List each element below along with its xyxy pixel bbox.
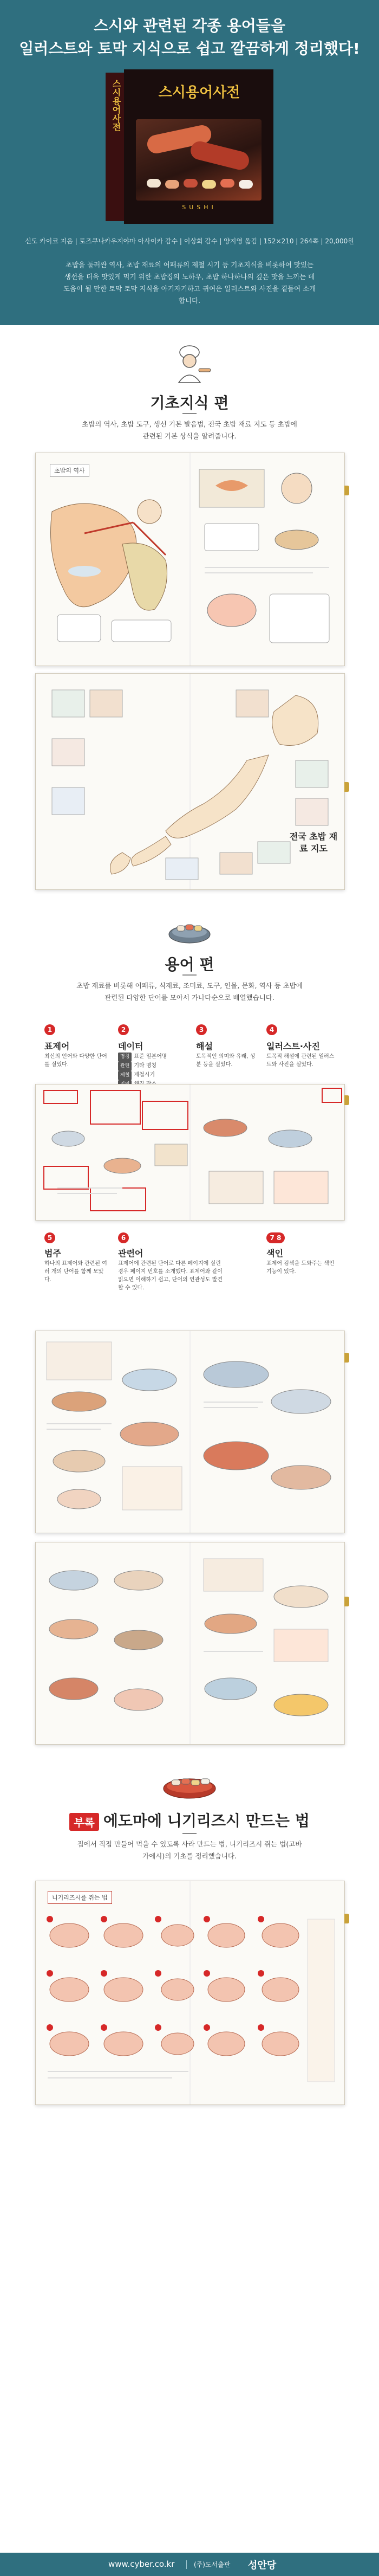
legend-desc: 표제어 검색을 도와주는 색인 기능이 있다. bbox=[266, 1261, 335, 1275]
legend-label: 범주 bbox=[44, 1248, 61, 1258]
bonus-title: 에도마에 니기리즈시 만드는 법 bbox=[103, 1812, 310, 1830]
data-badge: 명칭 bbox=[118, 1053, 132, 1062]
callout-frame bbox=[322, 1088, 342, 1103]
sushi-piece bbox=[220, 179, 234, 188]
spine-title: 스시용어사전 bbox=[111, 79, 121, 131]
section-divider bbox=[182, 413, 197, 414]
spread-term-pages bbox=[35, 1542, 345, 1745]
sushi-piece bbox=[239, 180, 253, 189]
map-caption: 전국 초밥 재료 지도 bbox=[289, 831, 338, 854]
nigiri-steps-illustration bbox=[42, 1908, 338, 2098]
legend-label: 일러스트·사진 bbox=[266, 1041, 320, 1051]
legend-desc: 토목적인 의미와 유래, 성분 등을 실었다. bbox=[196, 1054, 256, 1068]
sushi-plate-icon bbox=[165, 906, 214, 950]
legend-desc-line: 제철시기 bbox=[134, 1072, 155, 1078]
section-title-bonus bbox=[0, 1809, 379, 1831]
book-title: 스시용어사전 bbox=[158, 85, 240, 101]
section-title-terms: 용어 편 bbox=[165, 955, 214, 973]
legend-label: 해설 bbox=[196, 1041, 213, 1051]
data-badge: 관련 bbox=[118, 1062, 132, 1071]
section-desc-bonus: 집에서 직접 만들어 먹을 수 있도록 사라 만드는 법, 니기리즈시 쥐는 법(고바가에시)의 기초를 정리했습니다. bbox=[77, 1840, 302, 1860]
legend-desc-line: 표준 일본어명 bbox=[134, 1054, 167, 1060]
legend-desc: 토목적 해설에 관련된 일러스트와 사진을 실었다. bbox=[266, 1054, 335, 1068]
chef-icon bbox=[165, 340, 214, 384]
spread-gutter bbox=[190, 453, 191, 666]
book-front-cover bbox=[124, 69, 273, 224]
headline-line-1: 스시와 관련된 각종 용어들을 bbox=[94, 17, 285, 35]
spread-heading: 초밥의 역사 bbox=[50, 464, 89, 477]
legend-number: 4 bbox=[266, 1024, 277, 1035]
section-divider bbox=[182, 1833, 197, 1834]
legend-label: 색인 bbox=[266, 1248, 283, 1258]
book-spine bbox=[106, 73, 124, 221]
legend-desc: 하나의 표제어와 관련된 여러 개의 단어를 함께 모았다. bbox=[44, 1261, 107, 1283]
section-desc-terms: 초밥 재료를 비롯해 어패류, 식재료, 조미료, 도구, 인물, 문화, 역사 등 초밥에 관련된 다양한 단어를 모아서 가나다순으로 배열했습니다. bbox=[76, 982, 303, 1002]
cover-roman-title: SUSHI bbox=[182, 204, 217, 211]
spread-term-sample bbox=[35, 1084, 345, 1221]
page-tab bbox=[344, 1914, 349, 1923]
history-illustrations-right bbox=[194, 464, 340, 659]
footer-publisher: (주)도서출판 bbox=[194, 2561, 231, 2568]
spread-sushi-map bbox=[35, 673, 345, 890]
legend-label: 관련어 bbox=[118, 1248, 143, 1258]
legend-number: 1 bbox=[44, 1024, 55, 1035]
page-tab bbox=[344, 1095, 349, 1105]
sushi-piece bbox=[184, 179, 198, 188]
legend-number: 5 bbox=[44, 1232, 55, 1243]
spread-nigiri-howto bbox=[35, 1881, 345, 2105]
legend-number: 7 8 bbox=[266, 1232, 285, 1243]
sushi-piece bbox=[147, 179, 161, 188]
section-divider bbox=[182, 974, 197, 976]
sushi-piece bbox=[202, 180, 216, 189]
headline-line-2: 일러스트와 토막 지식으로 쉽고 깔끔하게 정리했다! bbox=[19, 40, 360, 57]
page-tab bbox=[344, 486, 349, 495]
sushi-tray-icon bbox=[160, 1760, 219, 1804]
term-page-illustrations bbox=[41, 1548, 339, 1739]
book-cover-image bbox=[106, 69, 273, 224]
page-tab bbox=[344, 1353, 349, 1363]
term-page-illustrations bbox=[47, 1106, 334, 1215]
data-badge: 제철 bbox=[118, 1071, 132, 1080]
spread-heading: 니기리즈시를 쥐는 법 bbox=[48, 1891, 112, 1904]
sushi-photo bbox=[136, 119, 262, 201]
sushi-piece bbox=[165, 180, 179, 189]
legend-number: 3 bbox=[196, 1024, 207, 1035]
legend-desc-line: 기타 명칭 bbox=[134, 1063, 157, 1069]
history-map-illustration bbox=[41, 479, 187, 658]
section-title-basic: 기초지식 편 bbox=[150, 394, 229, 412]
spread-term-pages bbox=[35, 1331, 345, 1533]
footer-bar bbox=[0, 2553, 379, 2576]
footer-divider bbox=[186, 2560, 187, 2569]
legend-desc: 표제어에 관련된 단어로 다른 페이지에 실린 경우 페이지 번호를 소개했다. 표제어와 같이 읽으면 이해하기 쉽고, 단어의 연관성도 발견할 수 있다. bbox=[118, 1261, 223, 1291]
spread-sushi-history bbox=[35, 453, 345, 666]
page-tab bbox=[344, 1597, 349, 1606]
fish-illustration bbox=[189, 139, 251, 172]
bonus-badge: 부록 bbox=[69, 1813, 99, 1831]
callout-frame bbox=[43, 1090, 78, 1104]
legend-number: 2 bbox=[118, 1024, 129, 1035]
legend-desc: 최신의 언어와 다양한 단어를 실었다. bbox=[44, 1054, 107, 1068]
legend-number: 6 bbox=[118, 1232, 129, 1243]
publisher-logo: 성안당 bbox=[248, 2560, 277, 2571]
legend-label: 표제어 bbox=[44, 1041, 70, 1051]
book-meta: 신도 카이코 지음 | 토즈쿠나카우지야마 아사이카 감수 | 이상회 감수 | 양지영 옮김 | 152×210 | 264쪽 | 20,000원 bbox=[25, 237, 354, 245]
footer-url-link[interactable]: www.cyber.co.kr bbox=[108, 2559, 175, 2569]
hero-banner bbox=[0, 0, 379, 325]
section-desc-basic: 초밥의 역사, 초밥 도구, 생선 기본 발음법, 전국 초밥 재료 지도 등 초밥에 관련된 기본 상식을 알려줍니다. bbox=[82, 420, 297, 440]
term-page-illustrations bbox=[41, 1337, 339, 1527]
book-description: 초밥을 둘러싼 역사, 초밥 재료의 어패류의 제철 시기 등 기초지식을 비롯하여 맛있는 생선을 더욱 맛있게 먹기 위한 초밥집의 노하우, 초밥 하나하나의 깊은 맛을 느끼는 데 도움이 될 만한 토막 토막 지식을 아기자기하고 귀여운 일러스트와 사진을 곁들여 소개합니다. bbox=[63, 261, 316, 305]
legend-label: 데이터 bbox=[118, 1041, 143, 1051]
page-tab bbox=[344, 782, 349, 792]
